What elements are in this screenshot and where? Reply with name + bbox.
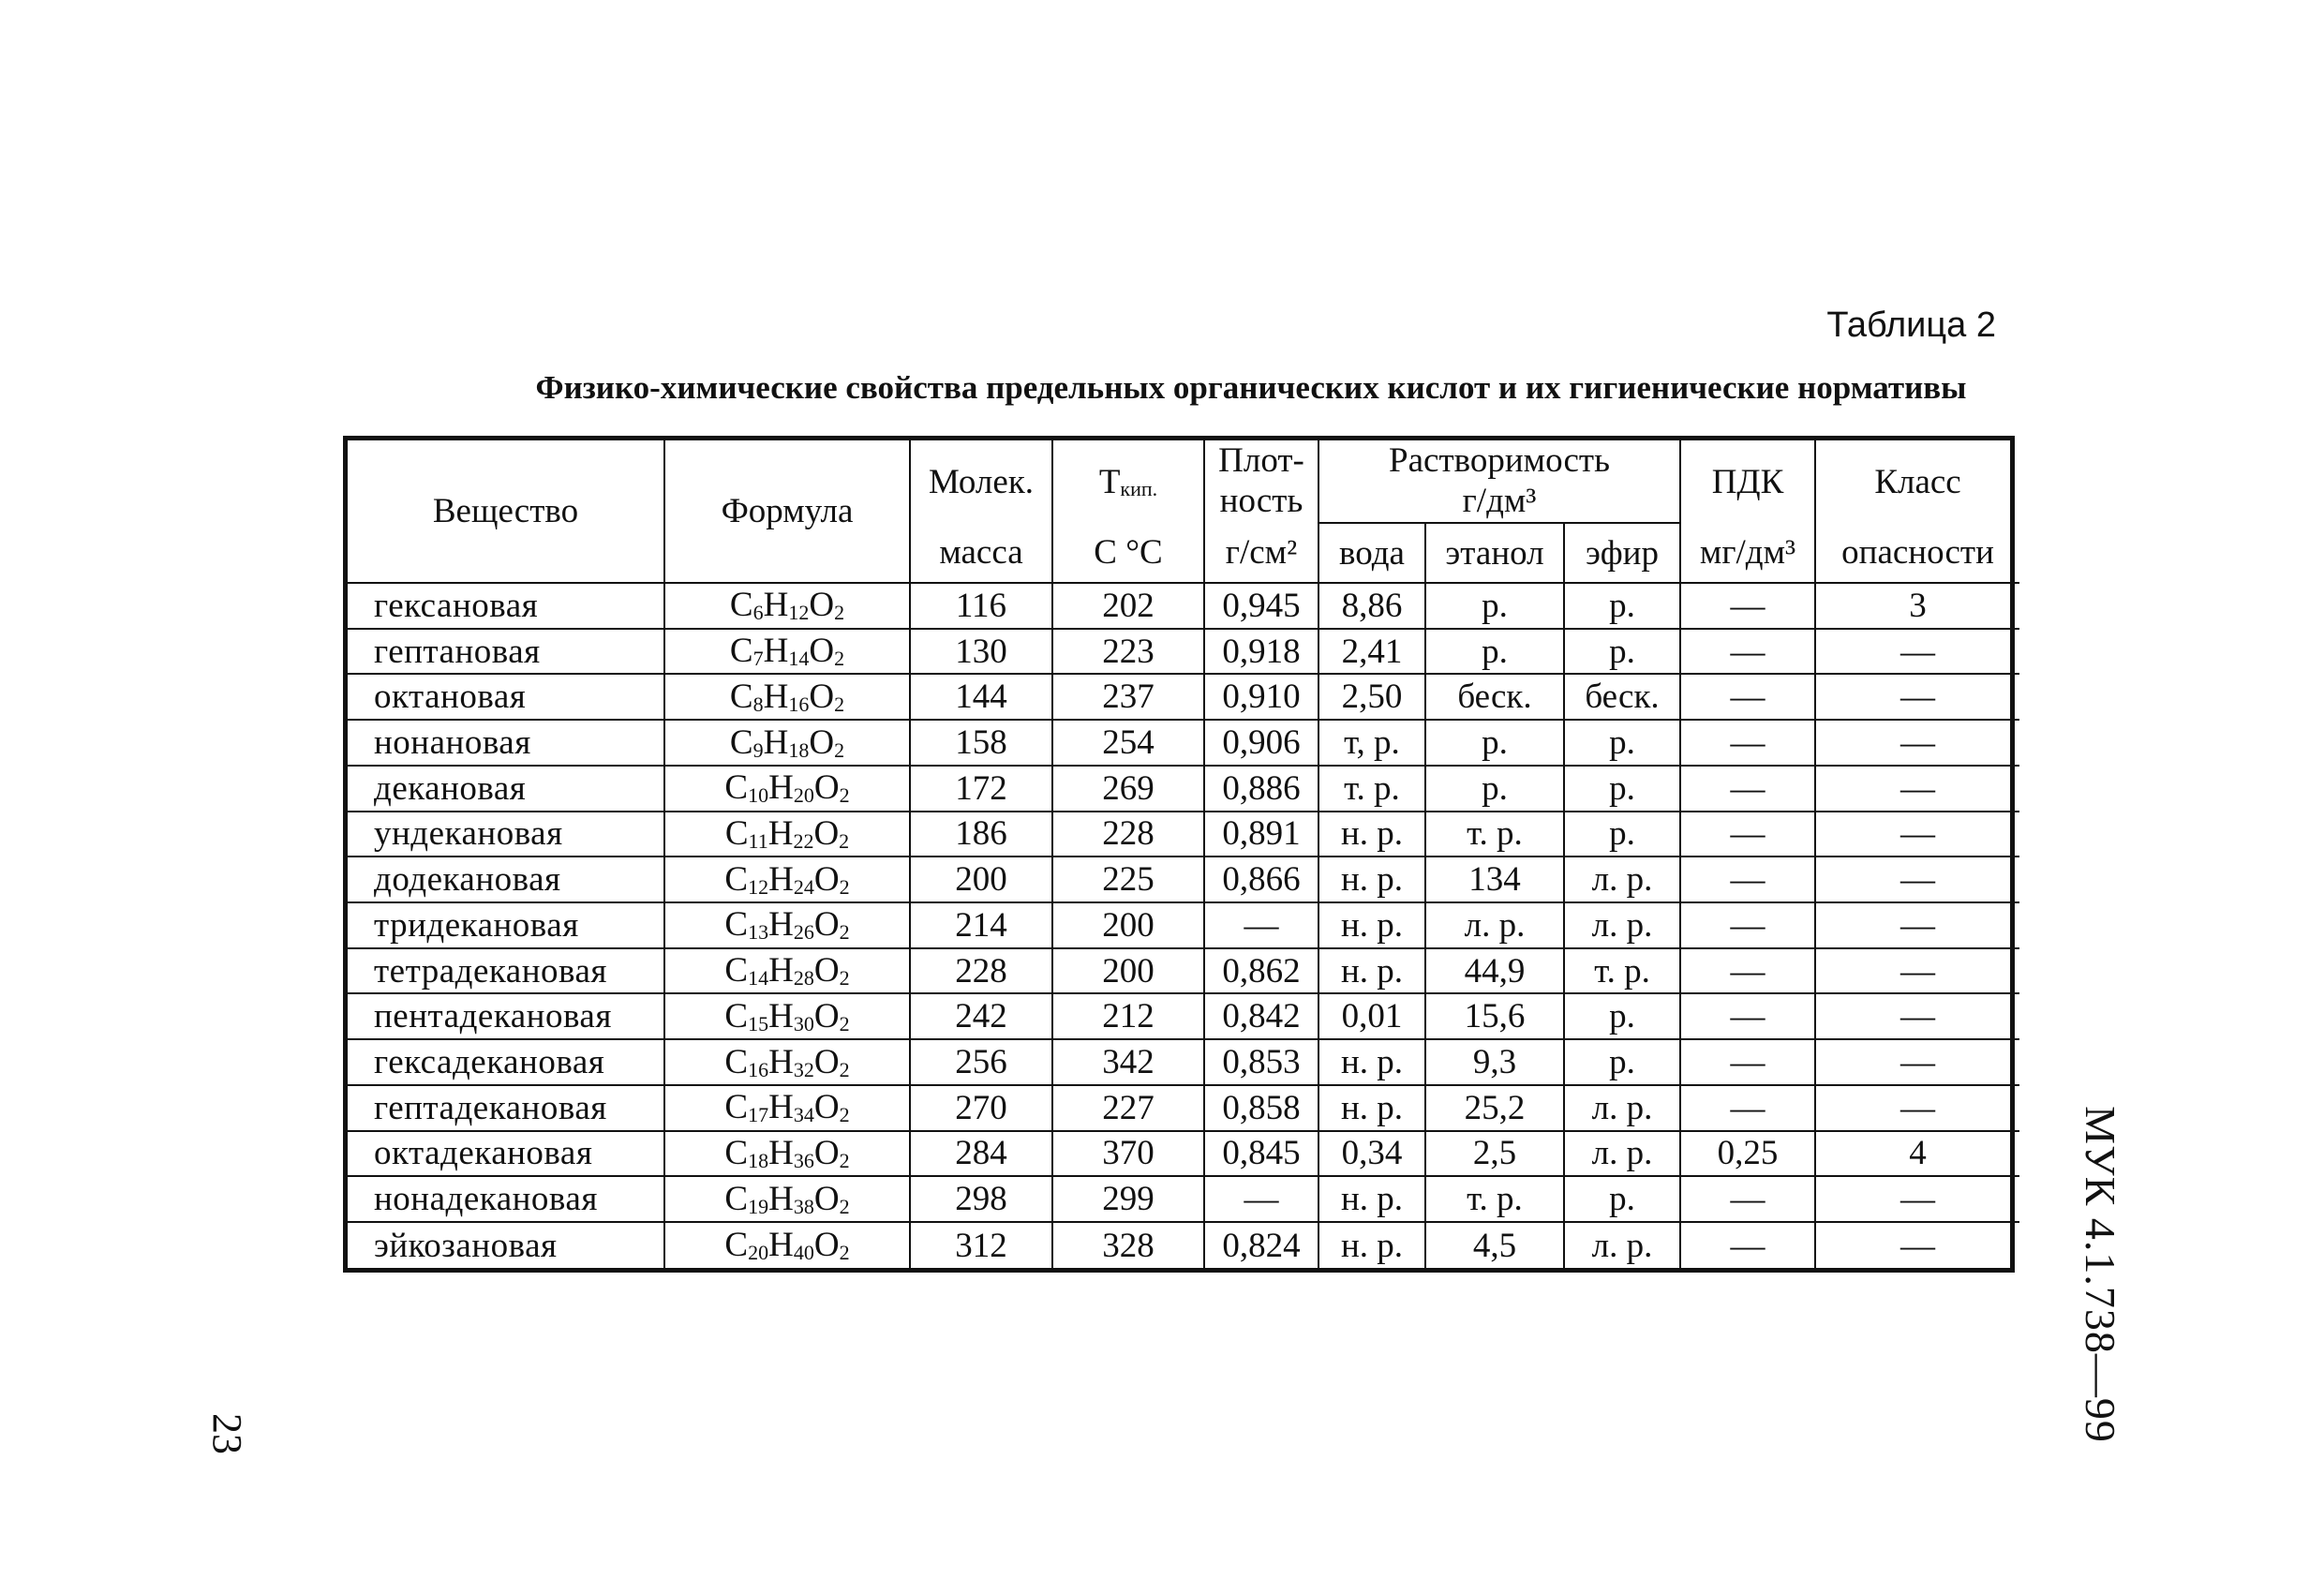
- cell-mol-mass: 228: [910, 948, 1052, 994]
- cell-substance: гептадекановая: [348, 1085, 664, 1131]
- table-row: [348, 1222, 2019, 1268]
- header-density: Плот- ность: [1204, 440, 1318, 523]
- cell-hazard: 4: [1815, 1131, 2019, 1177]
- cell-ethanol: 2,5: [1425, 1131, 1564, 1177]
- cell-pdk: —: [1680, 1085, 1815, 1131]
- table-label: Таблица 2: [1826, 305, 1996, 345]
- cell-density: 0,862: [1204, 948, 1318, 994]
- cell-hazard: —: [1815, 812, 2019, 857]
- cell-pdk: —: [1680, 902, 1815, 948]
- cell-hazard: 3: [1815, 583, 2019, 629]
- cell-formula: $C_{18}H_{36}O_2$: [664, 1131, 910, 1177]
- cell-water: 8,86: [1318, 583, 1425, 629]
- cell-substance: ундекановая: [348, 812, 664, 857]
- cell-pdk: —: [1680, 948, 1815, 994]
- header-t-boil-unit: С °С: [1052, 523, 1204, 583]
- cell-ethanol: 15,6: [1425, 993, 1564, 1039]
- cell-water: н. р.: [1318, 812, 1425, 857]
- table-row: [348, 902, 2019, 948]
- header-density-unit: г/см²: [1204, 523, 1318, 583]
- cell-ethanol: р.: [1425, 629, 1564, 675]
- cell-ether: л. р.: [1564, 902, 1680, 948]
- table-row: [348, 857, 2019, 902]
- cell-density: —: [1204, 1176, 1318, 1222]
- cell-hazard: —: [1815, 766, 2019, 812]
- cell-hazard: —: [1815, 720, 2019, 766]
- cell-formula: $C_{15}H_{30}O_2$: [664, 993, 910, 1039]
- cell-ethanol: л. р.: [1425, 902, 1564, 948]
- cell-ethanol: 25,2: [1425, 1085, 1564, 1131]
- cell-mol-mass: 172: [910, 766, 1052, 812]
- cell-water: н. р.: [1318, 857, 1425, 902]
- cell-density: 0,891: [1204, 812, 1318, 857]
- table-row: [348, 1131, 2019, 1177]
- cell-water: н. р.: [1318, 1039, 1425, 1085]
- cell-density: 0,910: [1204, 674, 1318, 720]
- cell-water: 2,50: [1318, 674, 1425, 720]
- cell-density: 0,842: [1204, 993, 1318, 1039]
- cell-water: н. р.: [1318, 1176, 1425, 1222]
- cell-density: 0,824: [1204, 1222, 1318, 1268]
- table-row: [348, 674, 2019, 720]
- cell-formula: $C_{13}H_{26}O_2$: [664, 902, 910, 948]
- cell-substance: тетрадекановая: [348, 948, 664, 994]
- cell-formula: $C_7H_{14}O_2$: [664, 629, 910, 675]
- cell-ethanol: 4,5: [1425, 1222, 1564, 1268]
- table-row: [348, 1085, 2019, 1131]
- cell-formula: $C_{16}H_{32}O_2$: [664, 1039, 910, 1085]
- cell-pdk: —: [1680, 1222, 1815, 1268]
- cell-water: 2,41: [1318, 629, 1425, 675]
- cell-density: 0,886: [1204, 766, 1318, 812]
- cell-water: н. р.: [1318, 902, 1425, 948]
- page-number: 23: [204, 1413, 250, 1454]
- cell-hazard: —: [1815, 993, 2019, 1039]
- cell-ethanol: 44,9: [1425, 948, 1564, 994]
- cell-ether: р.: [1564, 583, 1680, 629]
- cell-t-boil: 202: [1052, 583, 1204, 629]
- cell-pdk: —: [1680, 812, 1815, 857]
- properties-table-frame: [343, 436, 2015, 1273]
- cell-substance: додекановая: [348, 857, 664, 902]
- cell-t-boil: 370: [1052, 1131, 1204, 1177]
- cell-density: 0,845: [1204, 1131, 1318, 1177]
- cell-density: 0,945: [1204, 583, 1318, 629]
- cell-t-boil: 299: [1052, 1176, 1204, 1222]
- table-row: [348, 993, 2019, 1039]
- cell-ether: р.: [1564, 812, 1680, 857]
- cell-pdk: —: [1680, 766, 1815, 812]
- cell-mol-mass: 144: [910, 674, 1052, 720]
- cell-pdk: —: [1680, 674, 1815, 720]
- cell-ether: л. р.: [1564, 857, 1680, 902]
- cell-ether: р.: [1564, 1176, 1680, 1222]
- cell-ethanol: р.: [1425, 583, 1564, 629]
- table-row: [348, 1039, 2019, 1085]
- cell-t-boil: 328: [1052, 1222, 1204, 1268]
- table-row: [348, 583, 2019, 629]
- cell-t-boil: 269: [1052, 766, 1204, 812]
- header-hazard-2: опасности: [1815, 523, 2019, 583]
- table-row: [348, 948, 2019, 994]
- cell-ethanol: 134: [1425, 857, 1564, 902]
- cell-pdk: —: [1680, 1039, 1815, 1085]
- table-title: Физико-химические свойства предельных органических кислот и их гигиенические нормативы: [535, 369, 1967, 406]
- cell-pdk: —: [1680, 993, 1815, 1039]
- cell-ether: л. р.: [1564, 1085, 1680, 1131]
- header-mol-mass-2: масса: [910, 523, 1052, 583]
- cell-pdk: —: [1680, 857, 1815, 902]
- header-ethanol: этанол: [1425, 523, 1564, 583]
- header-mol-mass: Молек.: [910, 440, 1052, 523]
- cell-formula: $C_8H_{16}O_2$: [664, 674, 910, 720]
- cell-water: 0,34: [1318, 1131, 1425, 1177]
- cell-mol-mass: 116: [910, 583, 1052, 629]
- cell-mol-mass: 130: [910, 629, 1052, 675]
- header-solubility: Растворимость г/дм³: [1318, 440, 1680, 523]
- cell-substance: нонановая: [348, 720, 664, 766]
- cell-density: 0,918: [1204, 629, 1318, 675]
- cell-pdk: —: [1680, 720, 1815, 766]
- cell-t-boil: 225: [1052, 857, 1204, 902]
- cell-formula: $C_9H_{18}O_2$: [664, 720, 910, 766]
- cell-substance: тридекановая: [348, 902, 664, 948]
- cell-ethanol: 9,3: [1425, 1039, 1564, 1085]
- cell-mol-mass: 284: [910, 1131, 1052, 1177]
- cell-t-boil: 237: [1052, 674, 1204, 720]
- cell-density: 0,853: [1204, 1039, 1318, 1085]
- header-formula: Формула: [664, 440, 910, 583]
- cell-ethanol: беск.: [1425, 674, 1564, 720]
- cell-t-boil: 200: [1052, 902, 1204, 948]
- cell-water: н. р.: [1318, 1085, 1425, 1131]
- cell-formula: $C_{12}H_{24}O_2$: [664, 857, 910, 902]
- cell-substance: гептановая: [348, 629, 664, 675]
- header-substance: Вещество: [348, 440, 664, 583]
- cell-hazard: —: [1815, 1176, 2019, 1222]
- cell-ethanol: т. р.: [1425, 1176, 1564, 1222]
- cell-t-boil: 342: [1052, 1039, 1204, 1085]
- cell-pdk: —: [1680, 629, 1815, 675]
- cell-ether: т. р.: [1564, 948, 1680, 994]
- cell-t-boil: 212: [1052, 993, 1204, 1039]
- cell-formula: $C_{14}H_{28}O_2$: [664, 948, 910, 994]
- cell-substance: пентадекановая: [348, 993, 664, 1039]
- cell-substance: октановая: [348, 674, 664, 720]
- table-row: [348, 720, 2019, 766]
- cell-ether: р.: [1564, 720, 1680, 766]
- cell-mol-mass: 214: [910, 902, 1052, 948]
- cell-ether: л. р.: [1564, 1222, 1680, 1268]
- header-ether: эфир: [1564, 523, 1680, 583]
- table-body: [348, 583, 2019, 1268]
- cell-t-boil: 200: [1052, 948, 1204, 994]
- cell-water: 0,01: [1318, 993, 1425, 1039]
- cell-mol-mass: 242: [910, 993, 1052, 1039]
- table-row: [348, 812, 2019, 857]
- cell-pdk: —: [1680, 583, 1815, 629]
- document-code: МУК 4.1.738—99: [2077, 1106, 2124, 1443]
- cell-mol-mass: 186: [910, 812, 1052, 857]
- cell-hazard: —: [1815, 948, 2019, 994]
- cell-substance: нонадекановая: [348, 1176, 664, 1222]
- cell-ether: р.: [1564, 993, 1680, 1039]
- cell-substance: декановая: [348, 766, 664, 812]
- header-water: вода: [1318, 523, 1425, 583]
- cell-formula: $C_6H_{12}O_2$: [664, 583, 910, 629]
- cell-formula: $C_{20}H_{40}O_2$: [664, 1222, 910, 1268]
- cell-hazard: —: [1815, 1039, 2019, 1085]
- cell-t-boil: 223: [1052, 629, 1204, 675]
- cell-substance: гексадекановая: [348, 1039, 664, 1085]
- cell-hazard: —: [1815, 902, 2019, 948]
- cell-water: н. р.: [1318, 1222, 1425, 1268]
- cell-pdk: —: [1680, 1176, 1815, 1222]
- cell-ethanol: р.: [1425, 766, 1564, 812]
- cell-water: т, р.: [1318, 720, 1425, 766]
- cell-ether: р.: [1564, 1039, 1680, 1085]
- header-pdk-unit: мг/дм³: [1680, 523, 1815, 583]
- table-row: [348, 1176, 2019, 1222]
- cell-mol-mass: 298: [910, 1176, 1052, 1222]
- cell-mol-mass: 256: [910, 1039, 1052, 1085]
- properties-table: [348, 440, 2019, 1268]
- cell-formula: $C_{19}H_{38}O_2$: [664, 1176, 910, 1222]
- cell-density: 0,866: [1204, 857, 1318, 902]
- cell-water: н. р.: [1318, 948, 1425, 994]
- table-row: [348, 629, 2019, 675]
- cell-substance: гексановая: [348, 583, 664, 629]
- cell-ethanol: р.: [1425, 720, 1564, 766]
- cell-ether: р.: [1564, 629, 1680, 675]
- cell-ether: л. р.: [1564, 1131, 1680, 1177]
- header-pdk: ПДК: [1680, 440, 1815, 523]
- cell-mol-mass: 270: [910, 1085, 1052, 1131]
- cell-formula: $C_{11}H_{22}O_2$: [664, 812, 910, 857]
- cell-mol-mass: 312: [910, 1222, 1052, 1268]
- cell-mol-mass: 158: [910, 720, 1052, 766]
- cell-hazard: —: [1815, 629, 2019, 675]
- cell-formula: $C_{10}H_{20}O_2$: [664, 766, 910, 812]
- cell-t-boil: 228: [1052, 812, 1204, 857]
- cell-t-boil: 254: [1052, 720, 1204, 766]
- cell-ethanol: т. р.: [1425, 812, 1564, 857]
- cell-hazard: —: [1815, 1222, 2019, 1268]
- cell-hazard: —: [1815, 674, 2019, 720]
- table-row: [348, 766, 2019, 812]
- cell-ether: беск.: [1564, 674, 1680, 720]
- header-t-boil: Ткип.: [1052, 440, 1204, 523]
- cell-ether: р.: [1564, 766, 1680, 812]
- cell-substance: октадекановая: [348, 1131, 664, 1177]
- cell-hazard: —: [1815, 857, 2019, 902]
- cell-density: 0,858: [1204, 1085, 1318, 1131]
- cell-t-boil: 227: [1052, 1085, 1204, 1131]
- cell-density: 0,906: [1204, 720, 1318, 766]
- cell-water: т. р.: [1318, 766, 1425, 812]
- cell-hazard: —: [1815, 1085, 2019, 1131]
- cell-substance: эйкозановая: [348, 1222, 664, 1268]
- cell-formula: $C_{17}H_{34}O_2$: [664, 1085, 910, 1131]
- cell-pdk: 0,25: [1680, 1131, 1815, 1177]
- cell-mol-mass: 200: [910, 857, 1052, 902]
- cell-density: —: [1204, 902, 1318, 948]
- header-hazard: Класс: [1815, 440, 2019, 523]
